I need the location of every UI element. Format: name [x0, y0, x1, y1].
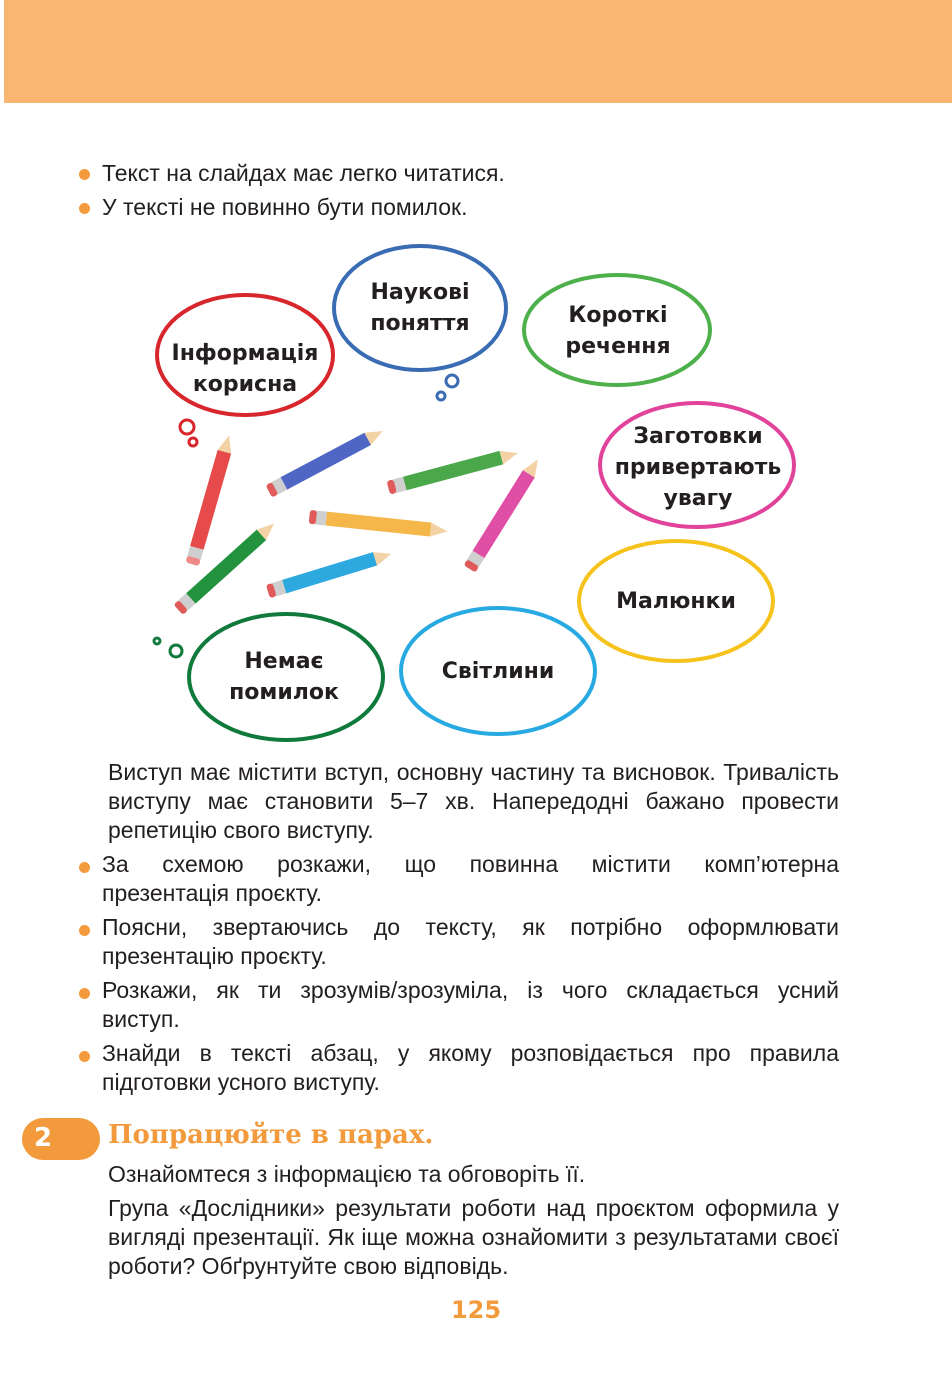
- task-title: Попрацюйте в парах.: [108, 1120, 434, 1150]
- task-number: 2: [34, 1123, 53, 1153]
- header-band: [4, 0, 952, 103]
- task-bullet-1: За схемою розкажи, що повинна містити комп’ютерна презентація проєкту.: [102, 851, 839, 906]
- bullet-dot: [79, 169, 90, 180]
- bubble-label-informatsiia: Інформація корисна: [171, 341, 319, 397]
- bullet-dot: [79, 925, 90, 936]
- pencils-illustration: [174, 425, 544, 615]
- task-instruction: Ознайомтеся з інформацією та обговоріть її.: [108, 1161, 586, 1187]
- task-paragraph: Група «Дослідники» результати роботи над проєктом оформила у вигляді презентації. Як іще можна ознайомити з результатами своєї роботи? Обґрунтуйте свою відповідь.: [108, 1195, 839, 1279]
- bubble-label-maliunky: Малюнки: [616, 589, 736, 614]
- bubble-label-nemaie: Немає помилок: [229, 649, 339, 705]
- bullet-dot: [79, 203, 90, 214]
- bubble-label-svitlyny: Світлини: [441, 659, 555, 684]
- bullet-dot: [79, 988, 90, 999]
- task-number-badge: [22, 1118, 100, 1160]
- intro-bullet-2: У тексті не повинно бути помилок.: [102, 194, 468, 220]
- bullet-dot: [79, 862, 90, 873]
- bubble-label-zahotovky: Заготовки привертають увагу: [614, 424, 782, 511]
- bullet-dot: [79, 1051, 90, 1062]
- task-bullet-2: Поясни, звертаючись до тексту, як потрібно оформлювати презентацію проєкту.: [102, 914, 839, 969]
- speech-paragraph: Виступ має містити вступ, основну частину та висновок. Тривалість виступу має становити 5–7 хв. Напередодні бажано провести репетицію свого виступу.: [108, 759, 839, 843]
- task-bullet-4: Знайди в тексті абзац, у якому розповідається про правила підготовки усного виступу.: [102, 1040, 839, 1095]
- intro-bullet-1: Текст на слайдах має легко читатися.: [102, 160, 505, 186]
- bubble-label-korotki: Короткі речення: [565, 303, 671, 359]
- page-number: 125: [450, 1296, 502, 1324]
- task-bullet-3: Розкажи, як ти зрозумів/зрозуміла, із чого складається усний виступ.: [102, 977, 839, 1032]
- presentation-rules-diagram: [0, 230, 952, 750]
- bubble-label-naukovi: Наукові поняття: [370, 280, 470, 336]
